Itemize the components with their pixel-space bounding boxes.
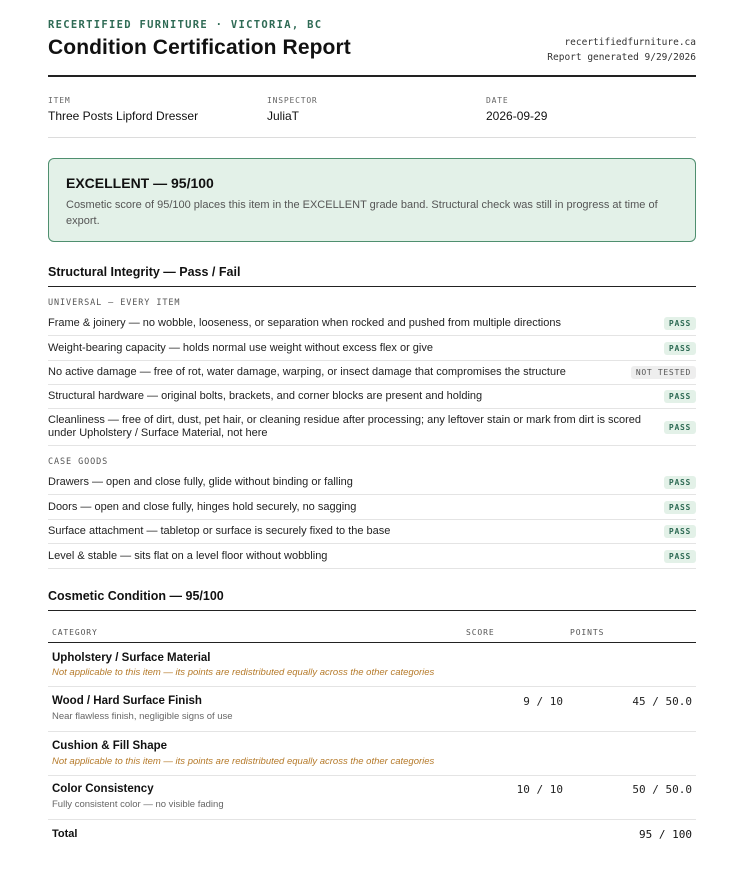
check-text: Surface attachment — tabletop or surface is securely fixed to the base: [48, 525, 391, 537]
cosmetic-section-title: Cosmetic Condition — 95/100: [48, 589, 224, 603]
total-value: 95 / 100: [639, 828, 692, 841]
case-goods-heading: CASE GOODS: [48, 457, 109, 467]
status-badge: PASS: [664, 501, 696, 514]
grade-summary-box: [48, 158, 696, 242]
grade-description: Cosmetic score of 95/100 places this item in the EXCELLENT grade band. Structural check was still in progress at time of export.: [66, 199, 658, 227]
category-score: 10 / 10: [516, 783, 563, 796]
table-row: [48, 643, 696, 687]
category-name: Cushion & Fill Shape: [52, 740, 168, 752]
item-value: Three Posts Lipford Dresser: [48, 109, 199, 123]
status-badge: PASS: [664, 550, 696, 563]
check-row: [48, 544, 696, 569]
category-note: Near flawless finish, negligible signs of use: [52, 711, 233, 722]
date-value: 2026-09-29: [486, 109, 548, 123]
category-points: 45 / 50.0: [632, 695, 692, 708]
generated-date: Report generated 9/29/2026: [547, 52, 696, 63]
item-label: ITEM: [48, 96, 71, 105]
category-points: 50 / 50.0: [632, 783, 692, 796]
check-text: Frame & joinery — no wobble, looseness, or separation when rocked and pushed from multiple directions: [48, 316, 561, 329]
check-text: Drawers — open and close fully, glide without binding or falling: [48, 475, 353, 488]
check-text: Cleanliness — free of dirt, dust, pet hair, or cleaning residue after processing; any leftover stain or mark from dirt is scored under Upholstery / Surface Material, not here: [48, 414, 642, 439]
meta-date: [486, 96, 547, 123]
check-text: Weight-bearing capacity — holds normal use weight without excess flex or give: [48, 341, 433, 354]
category-name: Upholstery / Surface Material: [52, 652, 211, 664]
category-score: 9 / 10: [523, 695, 563, 708]
check-text: Level & stable — sits flat on a level floor without wobbling: [48, 549, 328, 562]
check-row: [48, 336, 696, 361]
table-row: [48, 732, 696, 776]
grade-title: EXCELLENT — 95/100: [66, 175, 214, 191]
status-badge: PASS: [664, 476, 696, 489]
meta-inspector: [267, 96, 318, 123]
brand-line: RECERTIFIED FURNITURE · VICTORIA, BC: [48, 19, 323, 31]
header-info: [547, 35, 696, 65]
category-note: Not applicable to this item — its points are redistributed equally across the other categories: [52, 756, 435, 767]
check-text: Doors — open and close fully, hinges hold securely, no sagging: [48, 500, 357, 513]
structural-divider: [48, 286, 696, 287]
status-badge: PASS: [664, 525, 696, 538]
check-text: Structural hardware — original bolts, brackets, and corner blocks are present and holding: [48, 390, 483, 402]
check-row: [48, 311, 696, 336]
col-header-category: CATEGORY: [52, 628, 98, 637]
status-badge: PASS: [664, 421, 696, 434]
page-title: Condition Certification Report: [48, 36, 351, 59]
category-name: Color Consistency: [52, 783, 154, 795]
universal-heading: UNIVERSAL — EVERY ITEM: [48, 298, 181, 308]
inspector-label: INSPECTOR: [267, 96, 318, 105]
status-badge: PASS: [664, 342, 696, 355]
category-note: Not applicable to this item — its points are redistributed equally across the other categories: [52, 667, 435, 678]
check-row: [48, 470, 696, 495]
check-row: [48, 520, 696, 544]
table-row: [48, 687, 696, 732]
col-header-score: SCORE: [466, 628, 495, 637]
header-divider: [48, 75, 696, 77]
meta-item: [48, 96, 198, 123]
col-header-points: POINTS: [570, 628, 605, 637]
check-row: [48, 385, 696, 409]
structural-section-title: Structural Integrity — Pass / Fail: [48, 265, 241, 279]
inspector-value: JuliaT: [267, 109, 300, 123]
meta-divider: [48, 137, 696, 138]
website-link[interactable]: recertifiedfurniture.ca: [564, 37, 696, 48]
status-badge: PASS: [664, 390, 696, 403]
status-badge: PASS: [664, 317, 696, 330]
cosmetic-divider: [48, 610, 696, 611]
category-name: Wood / Hard Surface Finish: [52, 695, 202, 707]
total-label: Total: [52, 828, 78, 840]
check-row: [48, 361, 696, 385]
check-text: No active damage — free of rot, water damage, warping, or insect damage that compromises the structure: [48, 366, 566, 378]
table-row: [48, 776, 696, 820]
category-note: Fully consistent color — no visible fading: [52, 799, 224, 810]
check-row: [48, 409, 696, 446]
status-badge: NOT TESTED: [631, 366, 696, 379]
check-row: [48, 495, 696, 520]
date-label: DATE: [486, 96, 509, 105]
